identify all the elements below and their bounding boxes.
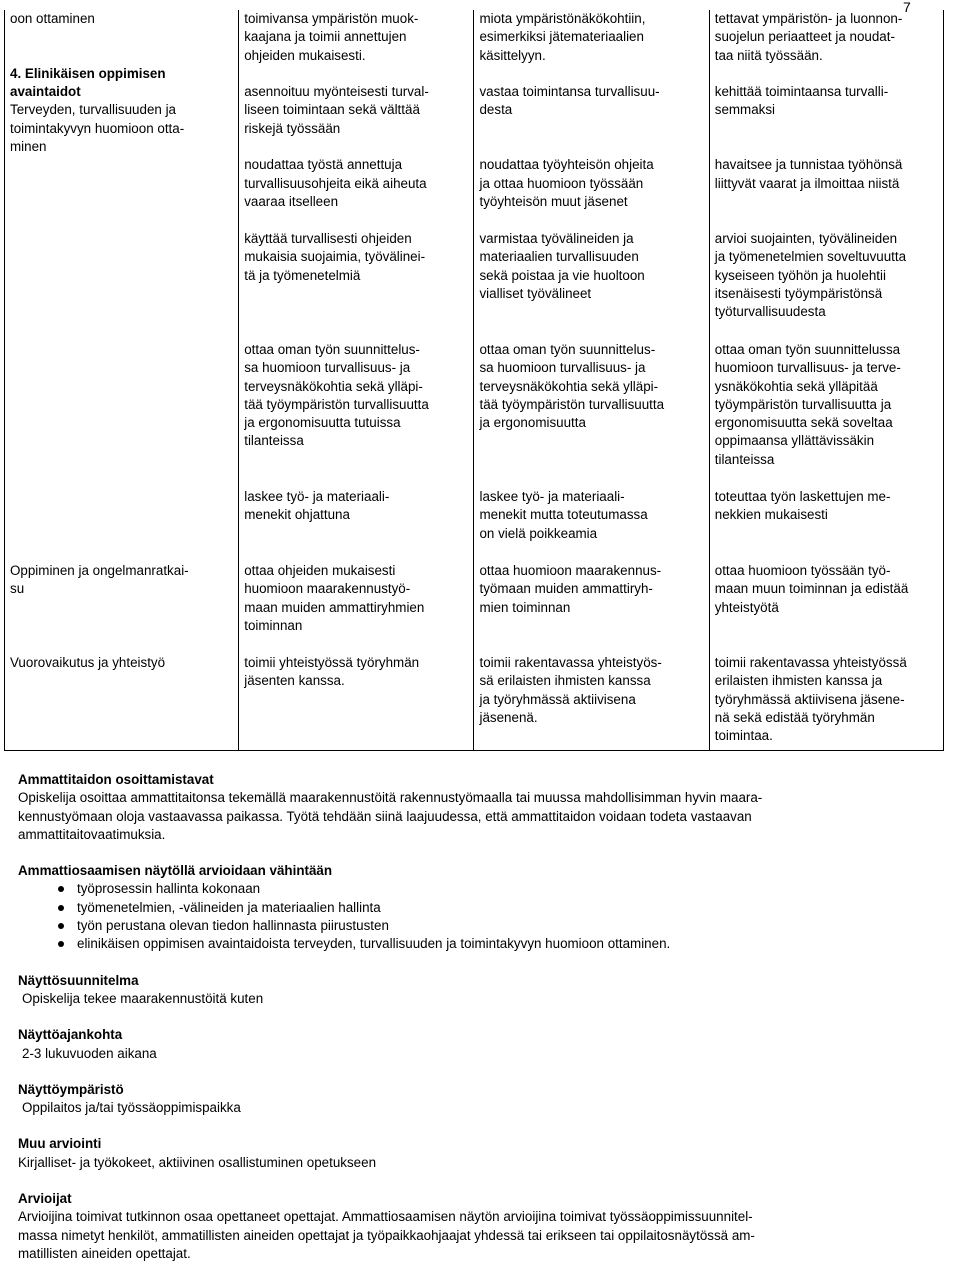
cell-line: toimii rakentavassa yhteistyös- xyxy=(479,655,662,670)
cell-line: noudattaa työstä annettuja xyxy=(244,157,403,173)
cell-line: Oppiminen ja ongelmanratkai- xyxy=(10,563,189,578)
cell-line: sä erilaisten ihmisten kanssa xyxy=(479,673,651,689)
bullet-list xyxy=(18,880,938,953)
table-row xyxy=(5,230,944,341)
cell-line: ottaa oman työn suunnittelus- xyxy=(479,342,656,357)
cell-line: ja ergonomisuutta xyxy=(479,415,586,431)
cell-line: tä ja työmenetelmiä xyxy=(244,267,361,283)
cell-line: työmaan muiden ammattiryh- xyxy=(479,581,653,597)
cell-line: ottaa oman työn suunnittelussa xyxy=(714,342,901,357)
cell-line: terveysnäkökohtia sekä ylläpi- xyxy=(479,378,659,394)
bullet-icon xyxy=(58,905,64,911)
list-item xyxy=(18,935,938,953)
cell-line: jäsenenä. xyxy=(479,709,538,725)
cell-line: turvallisuusohjeita eikä aiheuta xyxy=(244,175,427,191)
section-text xyxy=(18,789,938,844)
criterion-label-cell xyxy=(5,562,239,654)
section-heading: Näyttöajankohta xyxy=(18,1027,123,1043)
criteria-level-cell xyxy=(474,654,709,750)
criteria-level-cell xyxy=(474,10,709,230)
cell-line: ottaa oman työn suunnittelus- xyxy=(244,342,420,357)
criteria-level-cell xyxy=(474,488,709,562)
cell-line xyxy=(10,47,232,65)
cell-line: laskee työ- ja materiaali- xyxy=(479,489,625,504)
cell-line: ja ergonomisuutta tutuissa xyxy=(244,415,401,431)
text-line: Opiskelija osoittaa ammattitaitonsa tekemällä maarakennustöitä rakennustyömaalla tai muussa mahdollisimman hyvin maara- xyxy=(18,790,763,806)
cell-line: ottaa huomioon maarakennus- xyxy=(479,563,662,578)
cell-line: liseen toimintaan sekä välttää xyxy=(244,102,420,118)
section-osoittamistavat xyxy=(18,771,938,844)
cell-line: itsenäisesti työympäristönsä xyxy=(714,285,883,301)
table-row xyxy=(5,562,944,654)
section-heading: Arvioijat xyxy=(18,1191,72,1207)
bottom-section xyxy=(18,771,938,1281)
text-line: Kirjalliset- ja työkokeet, aktiivinen osallistuminen opetukseen xyxy=(18,1154,377,1170)
cell-line xyxy=(479,138,702,156)
list-item xyxy=(18,917,938,935)
cell-line: ja ottaa huomioon työssään xyxy=(479,175,644,191)
cell-line: noudattaa työyhteisön ohjeita xyxy=(479,157,654,173)
cell-line xyxy=(479,65,702,83)
cell-line: minen xyxy=(10,139,47,155)
list-item xyxy=(18,899,938,917)
cell-line xyxy=(715,138,937,156)
criteria-level-cell xyxy=(709,654,943,750)
cell-line: toimintakyvyn huomioon otta- xyxy=(10,120,185,136)
cell-line: tilanteissa xyxy=(244,433,304,449)
cell-line: mukaisia suojaimia, työvälinei- xyxy=(244,249,426,265)
cell-line: toimivansa ympäristön muok- xyxy=(244,11,419,26)
cell-line: desta xyxy=(479,102,513,118)
cell-line: työryhmässä aktiivisena jäsene- xyxy=(714,691,905,707)
criterion-label-cell xyxy=(5,10,239,230)
cell-line: liittyvät vaarat ja ilmoittaa niistä xyxy=(714,175,900,191)
cell-line: menekit mutta toteutumassa xyxy=(479,507,648,523)
cell-line: mien toiminnan xyxy=(479,599,571,615)
cell-line: sa huomioon turvallisuus- ja xyxy=(479,360,646,376)
cell-line: sa huomioon turvallisuus- ja xyxy=(244,360,411,376)
cell-line: ohjeiden mukaisesti. xyxy=(244,47,366,63)
section-text xyxy=(18,1208,938,1263)
criteria-level-cell xyxy=(474,562,709,654)
cell-line: Vuorovaikutus ja yhteistyö xyxy=(10,655,166,670)
cell-line: arvioi suojainten, työvälineiden xyxy=(714,231,898,246)
cell-line: 4. Elinikäisen oppimisen xyxy=(10,65,166,81)
cell-line: ja työmenetelmien soveltuvuutta xyxy=(714,249,907,265)
cell-line: sekä poistaa ja vie huoltoon xyxy=(479,267,645,283)
text-line: Opiskelija tekee maarakennustöitä kuten xyxy=(22,990,264,1006)
section-arvioidaan xyxy=(18,862,938,953)
section-heading: Muu arviointi xyxy=(18,1136,102,1152)
list-item-text: työprosessin hallinta kokonaan xyxy=(77,881,261,897)
cell-line xyxy=(244,138,467,156)
criteria-level-cell xyxy=(709,488,943,562)
cell-line: kyseiseen työhön ja huolehtii xyxy=(714,267,886,283)
criterion-label-cell xyxy=(5,654,239,750)
text-line: 2-3 lukuvuoden aikana xyxy=(22,1045,157,1061)
cell-line xyxy=(479,120,702,138)
cell-line: on vielä poikkeamia xyxy=(479,525,598,541)
list-item-text: työn perustana olevan tiedon hallinnasta piirustusten xyxy=(77,918,389,934)
bullet-icon xyxy=(58,886,64,892)
criteria-level-cell xyxy=(709,341,943,488)
cell-line: toimii yhteistyössä työryhmän xyxy=(244,655,420,670)
section-arvioijat xyxy=(18,1190,938,1263)
criteria-level-cell xyxy=(709,230,943,341)
cell-line: ottaa ohjeiden mukaisesti xyxy=(244,563,396,578)
section-muu-arviointi xyxy=(18,1135,938,1172)
cell-line: vastaa toimintansa turvallisuu- xyxy=(479,84,660,100)
cell-line: menekit ohjattuna xyxy=(244,507,350,523)
cell-line: ottaa huomioon työssään työ- xyxy=(714,563,891,578)
criteria-level-cell xyxy=(239,341,474,488)
cell-line: kaajana ja toimii annettujen xyxy=(244,29,407,45)
cell-line: avaintaidot xyxy=(10,84,81,100)
criteria-level-cell xyxy=(709,562,943,654)
cell-line: maan muiden ammattiryhmien xyxy=(244,599,425,615)
cell-line: kehittää toimintaansa turvalli- xyxy=(714,84,889,100)
criteria-level-cell xyxy=(239,10,474,230)
cell-line: terveysnäkökohtia sekä ylläpi- xyxy=(244,378,423,394)
cell-line: riskejä työssään xyxy=(244,120,341,136)
section-ymparisto xyxy=(18,1081,938,1118)
criteria-level-cell xyxy=(474,341,709,488)
cell-line: vialliset työvälineet xyxy=(479,285,592,301)
cell-line: työturvallisuudesta xyxy=(714,304,826,320)
section-text xyxy=(18,1099,938,1117)
cell-line xyxy=(10,28,232,46)
cell-line: tettavat ympäristön- ja luonnon- xyxy=(714,11,903,26)
cell-line: oon ottaminen xyxy=(10,11,95,26)
list-item-text: elinikäisen oppimisen avaintaidoista terveyden, turvallisuuden ja toimintakyvyn huomioon ottaminen. xyxy=(77,936,671,952)
text-line: Arvioijina toimivat tutkinnon osaa opettaneet opettajat. Ammattiosaamisen näytön arvioijina toimivat työssäoppimissuunnitel- xyxy=(18,1209,753,1225)
cell-line xyxy=(244,65,467,83)
section-text xyxy=(18,1045,938,1063)
cell-line: oppimaansa yllättävissäkin xyxy=(714,433,875,449)
cell-line: laskee työ- ja materiaali- xyxy=(244,489,390,504)
cell-line: miota ympäristönäkökohtiin, xyxy=(479,11,646,26)
cell-line: yhteistyötä xyxy=(714,599,779,615)
cell-line: maan muun toiminnan ja edistää xyxy=(714,581,909,597)
cell-line: tää työympäristön turvallisuutta xyxy=(479,396,665,412)
criteria-level-cell xyxy=(709,10,943,230)
section-heading: Näyttösuunnitelma xyxy=(18,972,139,988)
criteria-level-cell xyxy=(474,230,709,341)
criteria-level-cell xyxy=(239,488,474,562)
cell-line: käsittelyyn. xyxy=(479,47,546,63)
cell-line: tää työympäristön turvallisuutta xyxy=(244,396,429,412)
cell-line: semmaksi xyxy=(714,102,776,118)
criterion-label-cell xyxy=(5,230,239,341)
cell-line: ysnäkökohtia sekä ylläpitää xyxy=(714,378,878,394)
text-line: massa nimetyt henkilöt, ammatillisten aineiden opettajat ja työpaikkaohjaajat yhdessä tai erikseen tai oppilaitosnäytössä am- xyxy=(18,1227,755,1243)
text-line: Oppilaitos ja/tai työssäoppimispaikka xyxy=(22,1100,241,1116)
cell-line: huomioon maarakennustyö- xyxy=(244,581,411,597)
cell-line: toimintaa. xyxy=(714,728,773,744)
section-heading: Näyttöympäristö xyxy=(18,1081,124,1097)
cell-line: toiminnan xyxy=(244,617,303,633)
cell-line: työyhteisön muut jäsenet xyxy=(479,193,628,209)
cell-line: suojelun periaatteet ja noudat- xyxy=(714,29,895,45)
cell-line: erilaisten ihmisten kanssa ja xyxy=(714,673,883,689)
section-text xyxy=(18,990,938,1008)
section-text xyxy=(18,1154,938,1172)
cell-line: ergonomisuutta sekä soveltaa xyxy=(714,415,893,431)
cell-line: nä sekä edistää työryhmän xyxy=(714,709,875,725)
text-line: matillisten aineiden opettajat. xyxy=(18,1245,191,1261)
cell-line xyxy=(715,65,937,83)
bullet-icon xyxy=(58,923,64,929)
criterion-label-cell xyxy=(5,341,239,488)
cell-line: taa niitä työssään. xyxy=(714,47,823,63)
cell-line: huomioon turvallisuus- ja terve- xyxy=(714,360,901,376)
cell-line: asennoituu myönteisesti turval- xyxy=(244,84,429,100)
cell-line: työympäristön turvallisuutta ja xyxy=(714,396,892,412)
table-row xyxy=(5,341,944,488)
cell-line: toimii rakentavassa yhteistyössä xyxy=(714,655,907,670)
list-item xyxy=(18,880,938,898)
criterion-label-cell xyxy=(5,488,239,562)
section-heading: Ammattitaidon osoittamistavat xyxy=(18,772,214,787)
table-row xyxy=(5,654,944,750)
table-row xyxy=(5,488,944,562)
section-ajankohta xyxy=(18,1026,938,1063)
cell-line: nekkien mukaisesti xyxy=(714,507,828,523)
cell-line: Terveyden, turvallisuuden ja xyxy=(10,102,176,118)
cell-line: jäsenten kanssa. xyxy=(244,673,345,689)
cell-line: havaitsee ja tunnistaa työhönsä xyxy=(714,157,903,173)
cell-line: materiaalien turvallisuuden xyxy=(479,249,639,265)
criteria-level-cell xyxy=(239,562,474,654)
bullet-icon xyxy=(58,941,64,947)
text-line: ammattitaitovaatimuksia. xyxy=(18,826,166,842)
cell-line: vaaraa itselleen xyxy=(244,193,339,209)
cell-line: esimerkiksi jätemateriaalien xyxy=(479,29,644,45)
section-suunnitelma xyxy=(18,972,938,1009)
criteria-table xyxy=(4,10,944,751)
table-row xyxy=(5,10,944,230)
cell-line: varmistaa työvälineiden ja xyxy=(479,231,634,246)
page-number: 7 xyxy=(903,0,911,15)
list-item-text: työmenetelmien, -välineiden ja materiaalien hallinta xyxy=(77,899,381,915)
cell-line: ja työryhmässä aktiivisena xyxy=(479,691,636,707)
criteria-level-cell xyxy=(239,654,474,750)
cell-line: tilanteissa xyxy=(714,451,775,467)
cell-line: su xyxy=(10,581,25,597)
cell-line: käyttää turvallisesti ohjeiden xyxy=(244,231,412,246)
criteria-level-cell xyxy=(239,230,474,341)
section-heading: Ammattiosaamisen näytöllä arvioidaan vähintään xyxy=(18,863,333,879)
cell-line xyxy=(715,120,937,138)
text-line: kennustyömaan oloja vastaavassa paikassa. Työtä tehdään siinä laajuudessa, että ammattitaidon voidaan todeta vastaavan xyxy=(18,808,752,824)
cell-line: toteuttaa työn laskettujen me- xyxy=(714,489,891,504)
